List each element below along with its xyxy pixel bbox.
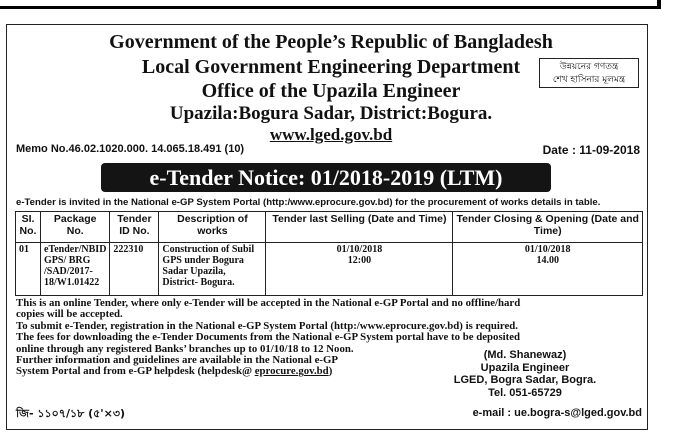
closing-date: 01/10/2018 [524, 244, 571, 255]
header-location: Upazila:Bogura Sadar, District:Bogura. [169, 103, 493, 124]
col-header-tender-id: Tender ID No. [110, 212, 159, 243]
slogan-line-2: শেখ হাসিনার মূলমন্ত্র [552, 75, 626, 85]
closing-time: 14.00 [536, 255, 559, 266]
instruction-line-5: online through any registered Banks’ branches up to 01/10/18 to 12 Noon. [16, 342, 354, 355]
selling-date: 01/10/2018 [336, 244, 383, 255]
col-header-package: Package No. [41, 212, 110, 243]
cell-sl: 01 [16, 243, 41, 296]
signature-block [430, 349, 620, 399]
notice-date: Date : 11-09-2018 [542, 143, 640, 157]
signatory-email[interactable]: e-mail : ue.bogra-s@lged.gov.bd [472, 407, 642, 419]
helpdesk-prefix: System Portal and from e-GP helpdesk (helpdesk@ [16, 365, 252, 378]
signatory-name: (Md. Shanewaz) [483, 349, 567, 361]
header-government: Government of the People’s Republic of Bangladesh [109, 31, 553, 53]
instruction-line-1: This is an online Tender, where only e-Tender will be accepted in the National e-GP Portal and no offline/hard [16, 297, 521, 309]
helpdesk-link[interactable]: eprocure.gov.bd [254, 365, 329, 378]
col-header-sl: SI. No. [16, 212, 41, 243]
col-header-description: Description of works [159, 212, 266, 243]
top-rule [0, 6, 660, 9]
cell-selling [266, 243, 453, 296]
cell-closing [453, 243, 643, 296]
slogan-box [539, 58, 639, 88]
helpdesk-suffix: ) [328, 365, 333, 378]
publication-reference: জি- ১১০৭/১৮ (৫'×৩) [16, 407, 126, 420]
instruction-line-4: The fees for downloading the e-Tender Documents from the National e-GP System portal have to be deposited [16, 331, 521, 344]
header-department: Local Government Engineering Department [141, 56, 521, 78]
col-header-selling: Tender last Selling (Date and Time) [266, 212, 453, 243]
instruction-line-6: Further information and guidelines are available in the National e-GP [16, 354, 339, 367]
top-rule-corner [657, 0, 661, 9]
header-website-link[interactable]: www.lged.gov.bd [269, 125, 393, 144]
notice-title-banner: e-Tender Notice: 01/2018-2019 (LTM) [101, 163, 551, 192]
signatory-office: LGED, Bogra Sadar, Bogra. [453, 374, 597, 386]
intro-text: e-Tender is invited in the National e-GP System Portal (http:/www.eprocure.gov.bd) for the procurement of works details in table. [16, 197, 601, 208]
cell-package: eTender/NBID GPS/ BRG /SAD/2017-18/W1.01422 [41, 243, 110, 296]
cell-tender-id: 222310 [110, 243, 159, 296]
table-row [16, 243, 643, 296]
instruction-line-3: To submit e-Tender, registration in the National e-GP System Portal (http:/www.eprocure.gov.bd) is required. [16, 319, 518, 332]
selling-time: 12:00 [347, 255, 372, 266]
table-header-row [16, 212, 643, 243]
header-office: Office of the Upazila Engineer [201, 80, 461, 102]
signatory-title: Upazila Engineer [480, 361, 570, 374]
signatory-phone: Tel. 051-65729 [488, 386, 562, 399]
memo-number: Memo No.46.02.1020.000. 14.065.18.491 (10) [16, 143, 245, 155]
col-header-closing: Tender Closing & Opening (Date and Time) [453, 212, 643, 243]
top-border [0, 0, 678, 10]
tender-table [15, 211, 643, 296]
instruction-line-2: copies will be accepted. [16, 308, 123, 321]
slogan-line-1: উন্নয়নের গণতন্ত্র [559, 62, 619, 72]
cell-description: Construction of Subil GPS under Bogura Sadar Upazila, District- Bogura. [159, 243, 266, 296]
